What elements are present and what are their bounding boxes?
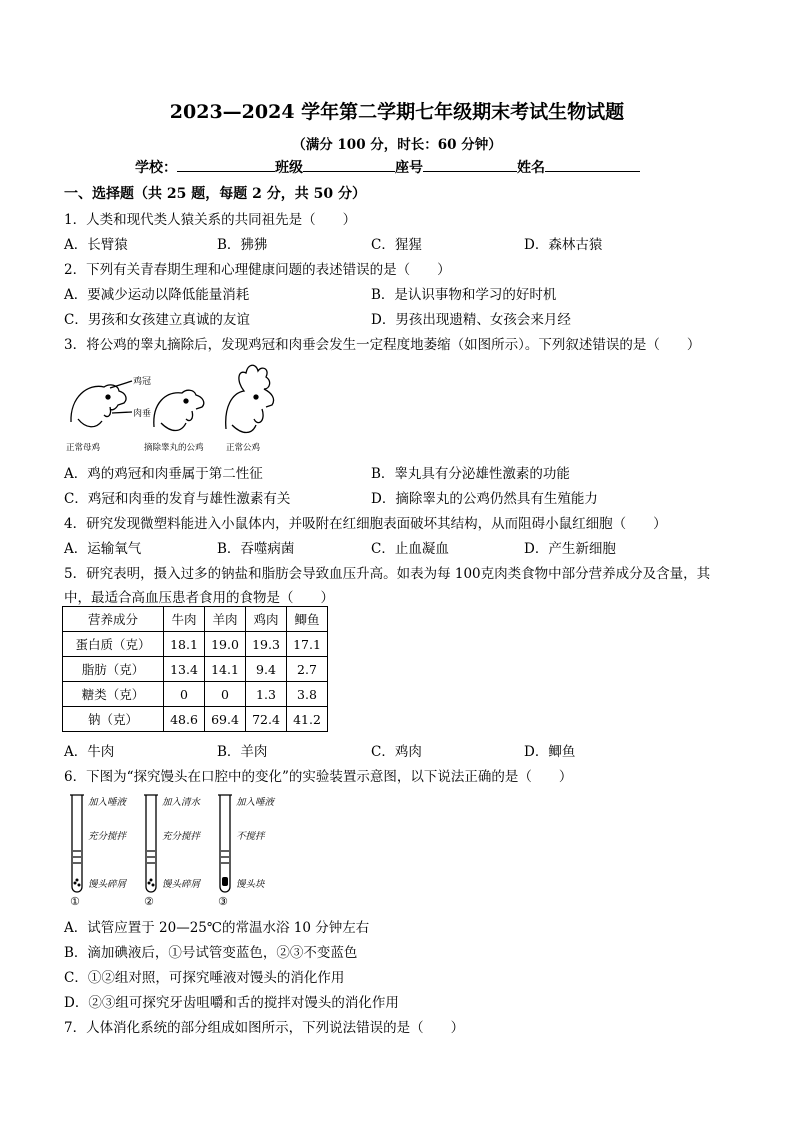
q5-option-b[interactable]: B．羊肉 [217,744,268,760]
table-cell: 3.8 [287,682,328,707]
tube2-mid-label: 充分搅拌 [162,831,201,842]
q2-option-a[interactable]: A．要减少运动以降低能量消耗 [64,287,250,303]
q2-option-d[interactable]: D．男孩出现遗精、女孩会来月经 [371,312,571,328]
q1-option-a[interactable]: A．长臂猿 [64,237,128,253]
exam-title: 2023—2024 学年第二学期七年级期末考试生物试题 [169,101,625,123]
q6-option-d[interactable]: D．②③组可探究牙齿咀嚼和舌的搅拌对馒头的消化作用 [64,995,399,1011]
nutrition-table [62,606,328,732]
q1-stem: 1．人类和现代类人猿关系的共同祖先是（ ） [64,212,357,228]
tube1-mid-label: 充分搅拌 [88,831,127,842]
hen-label: 正常母鸡 [66,443,101,453]
tube2-number: ② [144,895,154,908]
q7-stem: 7．人体消化系统的部分组成如图所示，下列说法错误的是（ ） [64,1020,465,1036]
name-label: 姓名 [517,160,545,176]
q5-option-a[interactable]: A．牛肉 [64,744,115,760]
table-cell: 1.3 [246,682,287,707]
tube1-number: ① [70,895,80,908]
table-row [63,707,328,732]
chicken-figure [66,357,286,455]
table-row [63,657,328,682]
q5-stem-line1: 5．研究表明，摄入过多的钠盐和脂肪会导致血压升高。如表为每 100克肉类食物中部分营养成分及含量，其 [64,566,711,582]
table-header-cell: 鸡肉 [246,607,287,632]
table-cell: 脂肪（克） [63,657,164,682]
table-cell: 69.4 [205,707,246,732]
table-cell: 19.0 [205,632,246,657]
tube2-bottom-label: 馒头碎屑 [162,879,201,890]
table-cell: 14.1 [205,657,246,682]
table-header-cell: 羊肉 [205,607,246,632]
table-cell: 0 [164,682,205,707]
student-info-line [135,157,640,177]
tube2-top-label: 加入清水 [162,797,201,808]
tube3-number: ③ [218,895,228,908]
table-row [63,682,328,707]
q1-option-d[interactable]: D．森林古猿 [524,237,603,253]
section-heading: 一、选择题（共 25 题，每题 2 分，共 50 分） [64,186,366,202]
q4-option-a[interactable]: A．运输氧气 [64,541,142,557]
q3-option-a[interactable]: A．鸡的鸡冠和肉垂属于第二性征 [64,466,263,482]
q2-option-b[interactable]: B．是认识事物和学习的好时机 [371,287,557,303]
q6-stem: 6．下图为“探究馒头在口腔中的变化”的实验装置示意图，以下说法正确的是（ ） [64,769,573,785]
q3-option-d[interactable]: D．摘除睾丸的公鸡仍然具有生殖能力 [371,491,598,507]
rooster-label: 正常公鸡 [226,443,261,453]
table-row [63,632,328,657]
q3-option-b[interactable]: B．睾丸具有分泌雄性激素的功能 [371,466,570,482]
table-cell: 9.4 [246,657,287,682]
q4-option-c[interactable]: C．止血凝血 [371,541,449,557]
tube3-mid-label: 不搅拌 [236,831,265,842]
table-cell: 钠（克） [63,707,164,732]
wattle-label: 肉垂 [133,409,152,419]
table-cell: 41.2 [287,707,328,732]
table-header-cell: 营养成分 [63,607,164,632]
q3-stem: 3．将公鸡的睾丸摘除后，发现鸡冠和肉垂会发生一定程度地萎缩（如图所示）。下列叙述错误的是（ ） [64,337,701,353]
table-cell: 18.1 [164,632,205,657]
q2-option-c[interactable]: C．男孩和女孩建立真诚的友谊 [64,312,250,328]
class-label: 班级 [275,160,303,176]
q4-option-b[interactable]: B．吞噬病菌 [217,541,295,557]
name-blank[interactable] [545,157,640,172]
test-tube-figure [64,791,288,909]
class-blank[interactable] [303,157,395,172]
q1-option-c[interactable]: C．猩猩 [371,237,422,253]
q4-stem: 4．研究发现微塑料能进入小鼠体内，并吸附在红细胞表面破坏其结构，从而阻碍小鼠红细胞（ ） [64,516,667,532]
q3-option-c[interactable]: C．鸡冠和肉垂的发育与雄性激素有关 [64,491,291,507]
q6-option-c[interactable]: C．①②组对照，可探究唾液对馒头的消化作用 [64,970,345,986]
table-header-row [63,607,328,632]
seat-label: 座号 [395,160,423,176]
seat-blank[interactable] [423,157,517,172]
table-cell: 糖类（克） [63,682,164,707]
q2-stem: 2．下列有关青春期生理和心理健康问题的表述错误的是（ ） [64,262,451,278]
table-cell: 蛋白质（克） [63,632,164,657]
table-header-cell: 牛肉 [164,607,205,632]
table-cell: 2.7 [287,657,328,682]
table-cell: 19.3 [246,632,287,657]
table-cell: 48.6 [164,707,205,732]
table-header-cell: 鲫鱼 [287,607,328,632]
q5-stem-line2: 中，最适合高血压患者食用的食物是（ ） [64,590,334,606]
q6-option-a[interactable]: A．试管应置于 20—25℃的常温水浴 10 分钟左右 [64,920,370,936]
q4-option-d[interactable]: D．产生新细胞 [524,541,616,557]
tube1-bottom-label: 馒头碎屑 [88,879,127,890]
tube1-top-label: 加入唾液 [88,797,127,808]
q5-option-c[interactable]: C．鸡肉 [371,744,422,760]
tube3-bottom-label: 馒头块 [236,879,265,890]
q1-option-b[interactable]: B．狒狒 [217,237,268,253]
q5-option-d[interactable]: D．鲫鱼 [524,744,576,760]
school-label: 学校： [135,160,177,176]
table-cell: 13.4 [164,657,205,682]
q6-option-b[interactable]: B．滴加碘液后，①号试管变蓝色，②③不变蓝色 [64,945,358,961]
capon-label: 摘除睾丸的公鸡 [144,443,204,453]
tube3-top-label: 加入唾液 [236,797,275,808]
comb-label: 鸡冠 [133,377,152,387]
table-cell: 17.1 [287,632,328,657]
table-cell: 0 [205,682,246,707]
school-blank[interactable] [177,157,275,172]
exam-subtitle: （满分 100 分，时长：60 分钟） [292,137,502,153]
table-cell: 72.4 [246,707,287,732]
